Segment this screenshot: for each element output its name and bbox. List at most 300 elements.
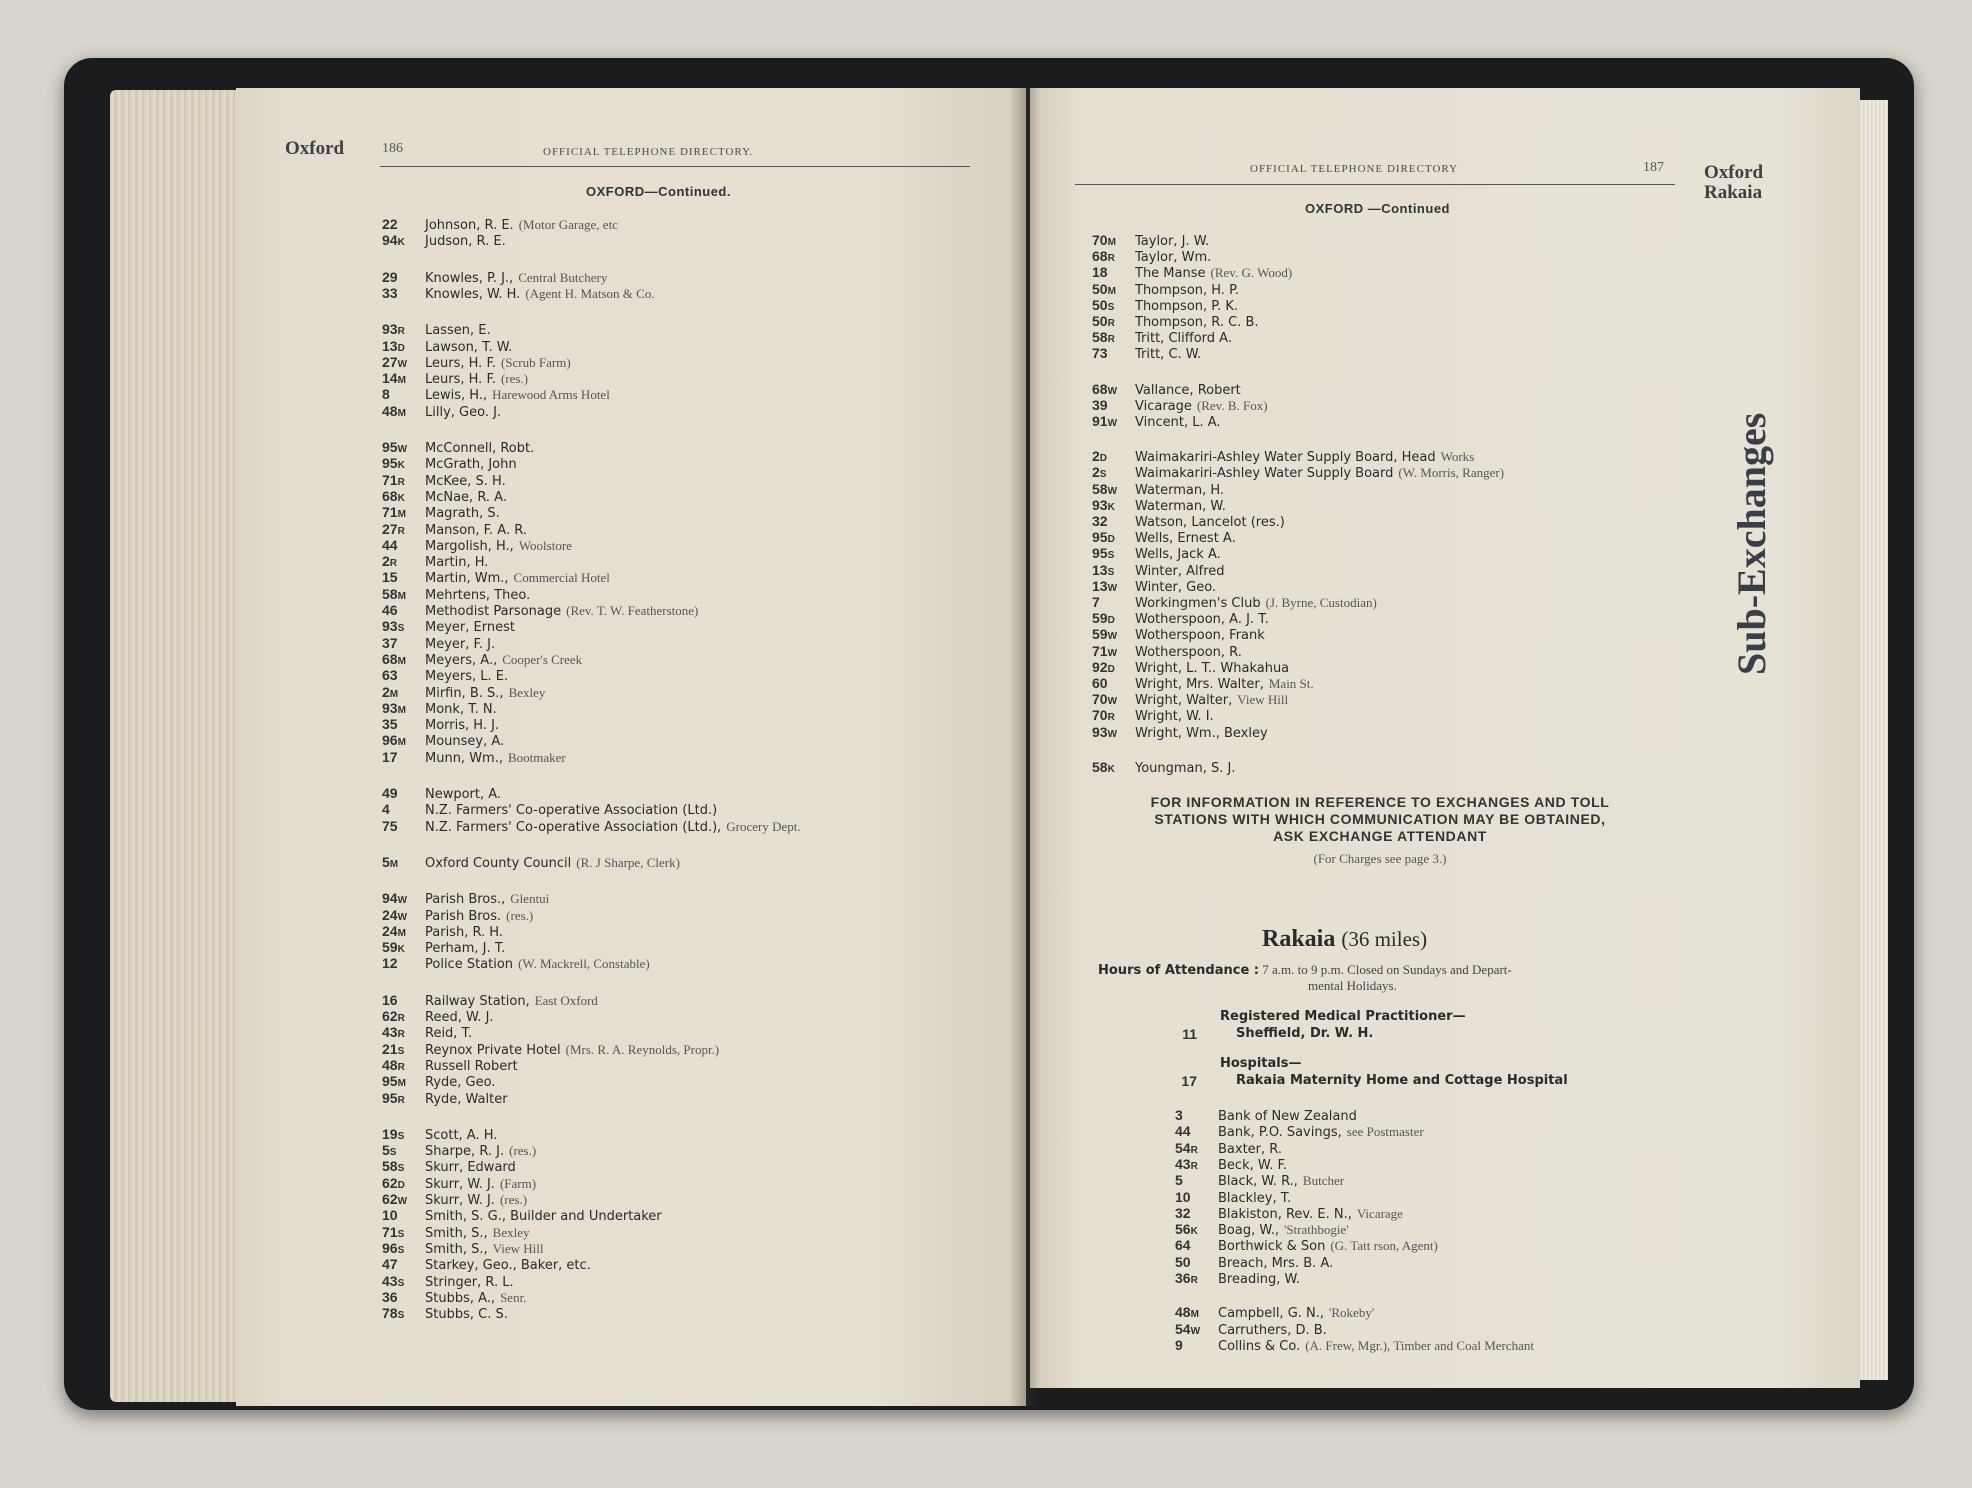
left-side-label: Oxford (285, 138, 345, 159)
entry-text (1135, 759, 1236, 777)
entry-number (382, 1126, 404, 1142)
right-header-rule (1075, 184, 1675, 185)
entry-number (1175, 1304, 1199, 1320)
entry-number (382, 785, 398, 801)
entry-number (1092, 610, 1115, 626)
entry-text (425, 403, 501, 421)
entry-note: (Motor Garage, etc (518, 217, 618, 232)
entry-name: Wright, Walter, (1135, 693, 1233, 709)
entry-number-digits: 13 (1092, 561, 1108, 578)
entry-text (425, 651, 582, 669)
entry-exchange-suffix: R (397, 1094, 405, 1106)
entry-exchange-suffix: D (397, 1179, 405, 1191)
entry-text (1218, 1156, 1287, 1174)
entry-number-digits: 27 (382, 520, 398, 537)
entry-number-digits: 36 (1175, 1270, 1191, 1286)
practitioner-number: 11 (1182, 1026, 1197, 1042)
entry-number-digits: 75 (382, 817, 398, 834)
entry-text (425, 854, 680, 872)
entry-number (1092, 232, 1116, 248)
entry-note: (Rev. T. W. Featherstone) (566, 603, 699, 618)
entry-number (382, 553, 397, 569)
entry-text (425, 1024, 472, 1042)
entry-number (382, 370, 406, 386)
entry-name: Smith, S. G., Builder and Undertaker (425, 1209, 662, 1225)
entry-number (1092, 329, 1115, 345)
entry-name: Black, W. R., (1218, 1174, 1298, 1190)
entry-exchange-suffix: W (397, 358, 408, 370)
entry-number (382, 285, 398, 301)
entry-number-digits: 17 (382, 748, 398, 765)
entry-number-digits: 95 (382, 1073, 398, 1090)
entry-number-digits: 2 (1092, 464, 1100, 481)
entry-note: (Rev. B. Fox) (1196, 397, 1268, 413)
entry-number (382, 354, 407, 370)
entry-exchange-suffix: S (1099, 469, 1107, 481)
entry-text (425, 285, 655, 303)
entry-number (1175, 1140, 1198, 1156)
entry-number (1092, 759, 1115, 775)
entry-name: The Manse (1135, 266, 1206, 282)
entry-number (1092, 675, 1108, 691)
entry-number (382, 635, 398, 651)
entry-name: Stubbs, A., (425, 1290, 496, 1306)
entry-text (425, 1126, 497, 1144)
entry-name: Perham, J. T. (425, 941, 506, 957)
entry-number-digits: 50 (1092, 313, 1108, 329)
entry-name: Waimakariri-Ashley Water Supply Board (1135, 466, 1394, 482)
entry-exchange-suffix: S (397, 1244, 405, 1256)
entry-name: Manson, F. A. R. (425, 522, 527, 538)
entry-text (425, 939, 505, 957)
entry-text (425, 321, 491, 339)
entry-number-digits: 16 (382, 991, 398, 1008)
entry-number-digits: 44 (382, 536, 398, 553)
entry-text (425, 1041, 719, 1059)
entry-name: Meyer, F. J. (425, 636, 496, 652)
entry-name: Lewis, H., (425, 388, 488, 404)
entry-exchange-suffix: R (397, 1061, 405, 1073)
entry-number-digits: 70 (1092, 691, 1108, 708)
entry-name: Borthwick & Son (1218, 1239, 1326, 1255)
entry-note: (Rev. G. Wood) (1210, 265, 1293, 281)
entry-name: Stubbs, C. S. (425, 1307, 508, 1323)
notice-line-3: ASK EXCHANGE ATTENDANT (1273, 828, 1487, 844)
entry-number-digits: 35 (382, 716, 398, 733)
entry-name: Breading, W. (1218, 1272, 1301, 1287)
entry-name: Wells, Ernest A. (1135, 531, 1236, 547)
right-side-label-oxford: Oxford (1704, 162, 1764, 183)
entry-text (425, 354, 571, 372)
entry-exchange-suffix: M (1107, 237, 1116, 248)
entry-number-digits: 48 (382, 402, 398, 419)
entry-number-digits: 68 (382, 487, 398, 504)
entry-name: Lassen, E. (425, 323, 491, 339)
entry-number (382, 992, 398, 1008)
entry-name: Martin, Wm., (425, 571, 509, 587)
entry-note: Works (1440, 449, 1475, 465)
entry-text (425, 269, 607, 287)
entry-exchange-suffix: R (1107, 712, 1115, 724)
entry-number-digits: 19 (382, 1125, 398, 1142)
entry-number (382, 232, 405, 248)
entry-number (382, 890, 407, 906)
entry-note: 'Rokeby' (1329, 1305, 1375, 1321)
entry-note: Bootmaker (507, 749, 566, 765)
entry-name: Ryde, Walter (425, 1091, 508, 1107)
entry-number (1175, 1337, 1183, 1353)
entry-number-digits: 70 (1092, 707, 1108, 724)
entry-number (382, 1041, 404, 1057)
entry-name: McKee, S. H. (425, 473, 506, 489)
entry-number-digits: 44 (1175, 1123, 1191, 1140)
entry-text (425, 1273, 514, 1291)
entry-number (382, 1057, 405, 1073)
entry-number-digits: 29 (382, 268, 398, 285)
left-header-rule (380, 166, 970, 167)
entry-name: Magrath, S. (425, 506, 500, 522)
entry-number-digits: 18 (1092, 264, 1108, 281)
entry-text (425, 455, 517, 473)
entry-name: Sharpe, R. J. (425, 1144, 505, 1160)
entry-number-digits: 15 (382, 569, 398, 586)
entry-number (382, 618, 404, 634)
entry-text (425, 216, 618, 234)
entry-number (382, 1008, 405, 1024)
entry-exchange-suffix: M (397, 509, 406, 521)
entry-number (382, 1158, 404, 1174)
entry-number (1092, 281, 1116, 297)
entry-text (425, 1305, 508, 1323)
entry-number (382, 1073, 406, 1089)
entry-name: Bank, P.O. Savings, (1218, 1125, 1342, 1141)
entry-number (382, 955, 398, 971)
entry-number-digits: 2 (1092, 448, 1100, 465)
entry-number (1092, 691, 1117, 707)
entry-number (382, 1175, 405, 1191)
entry-number (1175, 1237, 1191, 1253)
entry-name: Mounsey, A. (425, 734, 505, 750)
entry-number-digits: 32 (1092, 513, 1108, 529)
entry-number (382, 1224, 404, 1240)
entry-name: Wotherspoon, A. J. T. (1135, 612, 1269, 628)
entry-number-digits: 58 (382, 585, 398, 602)
hospitals-heading: Hospitals— (1220, 1056, 1302, 1071)
entry-name: Reed, W. J. (425, 1010, 494, 1025)
entry-name: Wright, W. I. (1135, 709, 1214, 725)
entry-name: Parish Bros., (425, 892, 506, 908)
entry-text (1218, 1254, 1333, 1272)
entry-name: Knowles, W. H. (425, 286, 521, 302)
entry-name: Wright, L. T.. Whakahua (1135, 660, 1290, 676)
entry-number-digits: 93 (1092, 723, 1108, 740)
entry-name: Watson, Lancelot (res.) (1135, 515, 1285, 530)
entry-number (382, 1142, 396, 1158)
entry-note: View Hill (1237, 692, 1289, 708)
entry-text (425, 716, 499, 734)
entry-number (1092, 643, 1117, 659)
entry-exchange-suffix: M (389, 688, 399, 700)
entry-number-digits: 91 (1092, 413, 1108, 429)
entry-name: McNae, R. A. (425, 489, 507, 505)
entry-note: (res.) (506, 907, 534, 923)
entry-number (382, 700, 406, 716)
entry-exchange-suffix: D (1107, 534, 1115, 546)
entry-number-digits: 33 (382, 284, 398, 301)
entry-number-digits: 14 (382, 370, 398, 387)
entry-number-digits: 48 (382, 1056, 398, 1073)
entry-number-digits: 36 (382, 1288, 398, 1305)
entry-number (382, 1289, 398, 1305)
entry-exchange-suffix: D (1107, 663, 1115, 675)
entry-name: Vallance, Robert (1135, 382, 1241, 398)
entry-number (382, 521, 405, 537)
entry-name: McGrath, John (425, 457, 517, 473)
entry-name: Wright, Mrs. Walter, (1135, 677, 1264, 692)
entry-text (425, 955, 650, 973)
entry-number-digits: 10 (382, 1207, 398, 1224)
entry-number (1092, 297, 1114, 313)
entry-text (1218, 1304, 1374, 1322)
entry-name: Martin, H. (425, 555, 489, 571)
entry-name: Blakiston, Rev. E. N., (1218, 1206, 1352, 1222)
entry-text (425, 602, 698, 620)
entry-name: Beck, W. F. (1218, 1157, 1288, 1173)
entry-text (1135, 413, 1221, 431)
entry-text (425, 1289, 526, 1307)
entry-text (425, 232, 506, 250)
entry-name: Wotherspoon, R. (1135, 644, 1242, 660)
entry-exchange-suffix: W (1107, 631, 1118, 643)
entry-number-digits: 54 (1175, 1320, 1191, 1337)
entry-number-digits: 64 (1175, 1237, 1191, 1254)
entry-number (382, 1090, 405, 1106)
entry-exchange-suffix: W (1107, 582, 1118, 594)
entry-name: Morris, H. J. (425, 718, 500, 734)
entry-number (382, 537, 398, 553)
entry-number-digits: 78 (382, 1305, 398, 1322)
entry-exchange-suffix: S (1107, 566, 1115, 578)
entry-name: N.Z. Farmers' Co-operative Association (Ltd.) (425, 803, 718, 819)
entry-number-digits: 94 (382, 890, 398, 907)
entry-number (382, 651, 406, 667)
entry-number-digits: 73 (1092, 345, 1108, 362)
entry-number-digits: 3 (1175, 1107, 1183, 1123)
entry-note: Bexley (492, 1224, 530, 1240)
entry-number (382, 1191, 407, 1207)
entry-text (425, 667, 508, 685)
entry-number-digits: 22 (382, 216, 398, 232)
entry-name: Youngman, S. J. (1135, 760, 1236, 776)
entry-number-digits: 95 (382, 1089, 398, 1106)
left-page-number: 186 (382, 141, 403, 156)
entry-exchange-suffix: W (397, 911, 408, 923)
entry-number-digits: 68 (382, 650, 398, 667)
entry-number (382, 602, 398, 618)
entry-text (1218, 1321, 1327, 1339)
right-page-number: 187 (1643, 160, 1664, 175)
entry-number-digits: 71 (382, 471, 398, 488)
entry-exchange-suffix: R (397, 525, 405, 537)
practitioner-name: Sheffield, Dr. W. H. (1236, 1026, 1374, 1041)
entry-name: Judson, R. E. (425, 234, 506, 250)
entry-exchange-suffix: R (397, 476, 405, 488)
entry-text (425, 1008, 494, 1026)
entry-note: (Agent H. Matson & Co. (525, 285, 655, 301)
entry-text (425, 785, 501, 803)
entry-number-digits: 58 (382, 1158, 398, 1175)
entry-number-digits: 12 (382, 955, 398, 972)
entry-name: Leurs, H. F. (425, 372, 496, 388)
entry-name: Wright, Wm., Bexley (1135, 725, 1268, 741)
entry-exchange-suffix: R (397, 1013, 405, 1024)
entry-text (425, 1256, 591, 1274)
entry-number-digits: 94 (382, 232, 398, 249)
entry-number-digits: 68 (1092, 248, 1108, 265)
entry-name: Knowles, P. J., (425, 270, 514, 286)
entry-number-digits: 59 (382, 939, 398, 956)
entry-text (425, 1142, 536, 1160)
entry-number (382, 1240, 404, 1256)
entry-number-digits: 9 (1175, 1336, 1183, 1353)
entry-name: Parish Bros. (425, 908, 502, 924)
entry-exchange-suffix: M (397, 737, 406, 749)
entry-number-digits: 47 (382, 1256, 398, 1273)
entry-number (382, 586, 406, 602)
entry-name: Margolish, H., (425, 538, 514, 554)
entry-text (425, 1158, 516, 1176)
entry-number (382, 684, 398, 700)
entry-number (382, 1256, 398, 1272)
entry-name: Campbell, G. N., (1218, 1306, 1325, 1322)
entry-text (425, 1191, 527, 1209)
entry-text (425, 586, 530, 604)
entry-number (1092, 707, 1115, 723)
entry-number-digits: 39 (1092, 396, 1108, 413)
entry-number (1175, 1321, 1200, 1337)
entry-exchange-suffix: W (397, 1196, 408, 1207)
entry-number-digits: 62 (382, 1174, 398, 1191)
entry-number (382, 386, 390, 402)
entry-text (425, 338, 512, 356)
entry-exchange-suffix: W (397, 895, 408, 907)
entry-name: Thompson, H. P. (1135, 282, 1240, 298)
entry-name: Skurr, W. J. (425, 1193, 495, 1208)
entry-number-digits: 93 (382, 699, 398, 716)
entry-exchange-suffix: M (397, 375, 406, 387)
right-side-label-rakaia: Rakaia (1704, 182, 1763, 203)
entry-text (425, 923, 503, 941)
entry-number (382, 338, 405, 354)
entry-note: (R. J Sharpe, Clerk) (576, 854, 680, 870)
entry-name: Breach, Mrs. B. A. (1218, 1255, 1334, 1271)
entry-text (1135, 345, 1201, 363)
entry-text (1218, 1221, 1349, 1239)
entry-text (425, 1224, 529, 1242)
entry-number-digits: 71 (1092, 642, 1108, 659)
entry-number (1175, 1205, 1191, 1221)
entry-text (425, 521, 527, 539)
entry-name: Waimakariri-Ashley Water Supply Board, Head (1135, 450, 1436, 466)
entry-name: N.Z. Farmers' Co-operative Association (Ltd.), (425, 819, 722, 835)
entry-number-digits: 71 (382, 504, 398, 521)
hours-text-2: mental Holidays. (1308, 978, 1397, 993)
entry-number-digits: 93 (1092, 496, 1108, 513)
entry-exchange-suffix: M (397, 927, 406, 939)
entry-text (425, 553, 488, 571)
entry-number-digits: 59 (1092, 626, 1108, 643)
entry-number (382, 216, 398, 232)
entry-name: Thompson, R. C. B. (1135, 315, 1259, 330)
entry-exchange-suffix: S (397, 1228, 405, 1240)
entry-number (382, 923, 406, 939)
entry-number (1092, 513, 1108, 529)
entry-name: Mehrtens, Theo. (425, 587, 531, 603)
entry-exchange-suffix: S (397, 1163, 405, 1175)
entry-text (1218, 1270, 1300, 1288)
entry-number-digits: 93 (382, 321, 398, 338)
entry-text (425, 370, 528, 388)
entry-note: Vicarage (1356, 1205, 1403, 1221)
notice-line-2: STATIONS WITH WHICH COMMUNICATION MAY BE OBTAINED, (1154, 811, 1606, 827)
entry-number (382, 439, 407, 455)
entry-note: (A. Frew, Mgr.), Timber and Coal Merchant (1305, 1337, 1535, 1353)
entry-number-digits: 21 (382, 1040, 398, 1057)
entry-exchange-suffix: R (1190, 1275, 1198, 1286)
entry-note: Glentui (510, 891, 550, 907)
entry-note: see Postmaster (1346, 1124, 1424, 1140)
entry-number (382, 1024, 405, 1040)
hours-text: 7 a.m. to 9 p.m. Closed on Sundays and Depart- (1262, 962, 1512, 977)
entry-number-digits: 5 (382, 1142, 390, 1159)
entry-text (1218, 1123, 1424, 1141)
entry-text (425, 569, 610, 587)
entry-number (382, 1207, 398, 1223)
entry-text (425, 992, 598, 1010)
entry-number-digits: 24 (382, 922, 398, 939)
entry-name: Winter, Geo. (1135, 579, 1217, 595)
rakaia-distance: (36 miles) (1341, 927, 1428, 951)
entry-name: Munn, Wm., (425, 750, 503, 766)
entry-note: (Scrub Farm) (500, 354, 571, 370)
entry-exchange-suffix: S (397, 1277, 405, 1289)
entry-text (425, 504, 500, 522)
entry-name: Scott, A. H. (425, 1127, 498, 1143)
entry-note: Grocery Dept. (726, 818, 801, 834)
entry-name: Workingmen's Club (1135, 596, 1261, 611)
entry-exchange-suffix: K (1107, 501, 1115, 513)
entry-number-digits: 95 (1092, 529, 1108, 546)
entry-number-digits: 68 (1092, 380, 1108, 397)
hospital-number: 17 (1181, 1073, 1197, 1089)
entry-number-digits: 32 (1175, 1204, 1191, 1221)
entry-note: Senr. (500, 1289, 527, 1305)
entry-name: Newport, A. (425, 787, 502, 802)
entry-number (1092, 313, 1115, 329)
book-gutter (1010, 88, 1040, 1406)
entry-number (382, 939, 405, 955)
entry-number-digits: 60 (1092, 675, 1108, 691)
entry-exchange-suffix: R (1107, 253, 1115, 265)
entry-text (1218, 1337, 1534, 1355)
entry-name: Taylor, J. W. (1135, 234, 1210, 249)
entry-exchange-suffix: M (397, 407, 406, 419)
entry-name: Lilly, Geo. J. (425, 404, 502, 420)
entry-text (425, 907, 533, 925)
entry-exchange-suffix: M (397, 704, 406, 716)
entry-exchange-suffix: S (389, 1147, 397, 1159)
entry-text (425, 732, 504, 750)
